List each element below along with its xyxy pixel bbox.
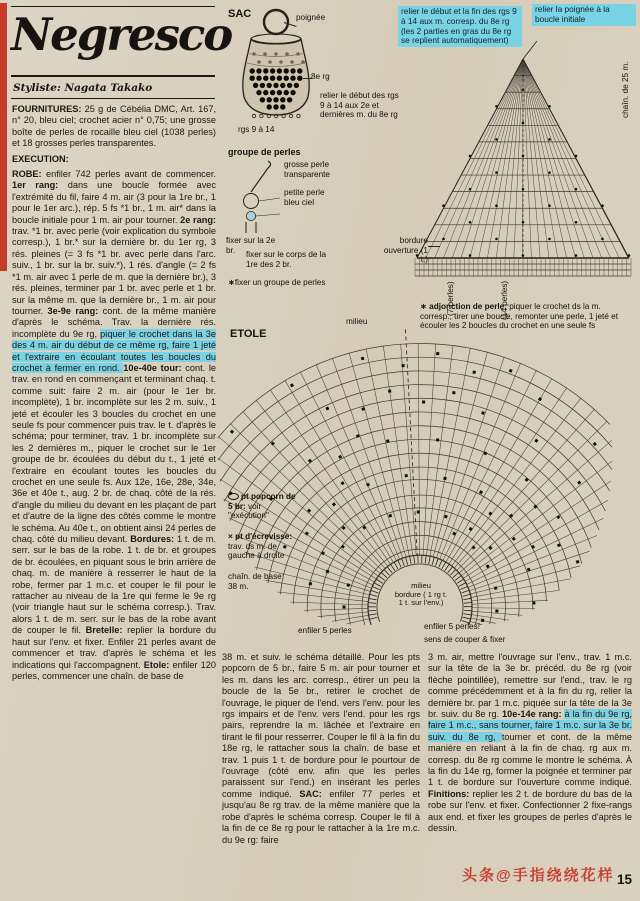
beads-legend-title: groupe de perles bbox=[228, 147, 301, 157]
page-number: 15 bbox=[617, 872, 633, 887]
chain-base-label: chaîn. de base: 38 m. bbox=[228, 572, 284, 591]
ecrevisse-legend: × pt d'écrevisse: trav. ds m. de gauche à droite bbox=[228, 532, 293, 561]
poignee-label: poignée bbox=[296, 13, 326, 22]
perles-14-label: (14 perles) bbox=[500, 280, 509, 320]
etole-title: ETOLE bbox=[230, 328, 267, 340]
page-title: Negresco bbox=[11, 8, 232, 61]
handle-note: relier la poignée à la boucle initiale bbox=[532, 4, 636, 26]
fold-note: relier le début et la fin des rgs 9 à 14 aux m. corresp. du 8e rg (les 2 parties en gras du 8e rg se replient automatiquement) bbox=[398, 6, 522, 47]
fixer-2e-label: fixer sur la 2e br. bbox=[226, 236, 276, 255]
continuation-column-right: 3 m. air, mettre l'ouvrage sur l'env., trav. 1 m.c. sur la tête de la 3e br. précéd. du 8e rg (voir flèche pointillée), remettre sur l'end., trav. le rg comme précédemment et à la fin du rg, relier la dernière br. par 1 m.c. piquée sur la tête de la 3e br. suiv. du 8e rg. 10e-14e rang: à la fin du 9e rg, faire 1 m.c., sans tourner, faire 1 m.c. sur la 3e br. suiv. du 8e rg, tourner et cont. de la même manière en reliant à la fin de chaq. rg aux m. corresp. du 8e rg comme le montre le schéma. À la fin du 14e rg, former la poignée et terminer par 1 t. de bordure sur l'ouverture comme indiqué. Finitions: replier les 2 t. de bordure du bas de la robe sur l'env. et fixer. Confectionner 2 fixe-rangs aux end. et fixer les groupes de perles d'après le dessin. bbox=[428, 652, 632, 834]
fixer-groupe-note: ∗fixer un groupe de perles bbox=[228, 278, 326, 287]
rg8-label: 8e rg bbox=[311, 72, 330, 81]
connector-line bbox=[428, 246, 440, 247]
bordure-ouverture-label: bordure ouverture (1 t.) bbox=[383, 236, 428, 265]
relier-debut-label: relier le début des rgs 9 à 14 aux 2e et dernières m. du 8e rg bbox=[320, 91, 399, 120]
sac-diagram-title: SAC bbox=[228, 8, 252, 20]
stylist-byline: Styliste: Nagata Takako bbox=[13, 82, 153, 94]
ecrevisse-icon: × bbox=[228, 532, 233, 541]
red-accent-bar bbox=[0, 3, 7, 271]
bag-illustration bbox=[232, 7, 320, 121]
triangle-chart bbox=[413, 53, 633, 303]
perles-7-label: (7 perles) bbox=[446, 281, 455, 316]
milieu-top-label: milieu bbox=[346, 317, 368, 326]
popcorn-legend: pt popcorn de 5 br: voir "exécution" bbox=[228, 492, 296, 521]
grosse-perle-label: grosse perle transparente bbox=[284, 160, 330, 179]
star-icon: ∗ bbox=[228, 278, 235, 287]
adjonction-note: ∗ adjonction de perle: piquer le crochet ds la m. corresp., tirer une boucle, remonter une perle, 1 jeté et écouler les 2 boucles du crochet en une seule fs bbox=[420, 302, 618, 331]
robe-instructions-column: FOURNITURES: 25 g de Cébélia DMC, Art. 167, n° 20, bleu ciel; crochet acier n° 0,75; une grosse boîte de perles de rocaille bleu ciel (1038 perles) et 18 grosses perles transparentes. EXECUTION: ROBE: enfiler 742 perles avant de commencer. 1er rang: dans une boucle formée avec l'extrémité du fil, faire 4 m. air (3 pour la 1re br., 1 pour le 1er arc.), rép. 5 fs *1 br., 1 m. air* dans la boucle initiale pour 1 m. air pour tourner. 2e rang: trav. *1 br. avec perle (voir explication du symbole corresp.), 1 br.* sur la dernière br. du 1er rg, 3 rés. pleines (= 3 fs *1 br. avec perle dans l'arc. suiv., 1 br. sur la br. suiv.*), 1 rés. d'angle (= 2 fs *1 m. air avec 1 perle de m. que la dernière br.), 3 rés. pleines, terminer par 1 br. avec perle et 1 br. sur la même m. que la dernière br., 1 m. air pour tourner. 3e-9e rang: cont. de la même manière d'après le schéma. Trav. la dernière rés. incomplète du 9e rg, piquer le crochet dans la 3e des 4 m. air du début de ce même rg, faire 1 jeté et l'extraire en écoulant toutes les boucles du crochet à fermer en rond. 10e-40e tour: cont. le trav. en rond en commençant et terminant chaq. t. comme suit: faire 2 m. air (pour le 1er br. incomplète), 1 br. incomplète sur les 2 m. suiv., 1 jeté et écouler les 3 boucles du crochet en une seule fs pour commencer puis trav. le t. d'après le schéma; pour terminer, trav. 1 br. incomplète sur les 2 dernières m., piquer le crochet sur le 1er groupe de br. écoulées du début du t., 1 jeté et l'extraire en écoulant toutes les boucles du crochet en une seule fs. Aux 12e, 16e, 28e, 34e, 36e et 40e t., aug. 2 br. de chaq. côté de la rés. d'angle du milieu du devant en les plaçant de part et d'autre de la ligne des côtés comme le montre le schéma. Au 40e t., on obtient ainsi 24 perles de chaq. côté du milieu devant. Bordures: 1 t. de m. serr. sur le bas de la robe. 1 t. de br. et groupes de br. écoulées, en piquant sous le brin arrière de chaq. m. de manière à resserrer le haut de la robe, fermer par 1 m.c. et couper le fil pour le rattacher au niveau de la 1re qui ferme le 9e rg (voir triangle haut sur le schéma corresp.). Trav. alors 1 t. de m. serr. sur le bas de la robe avant de couper le fil. Bretelle: replier la bordure du haut sur l'env. et fixer. Enfiler 21 perles avant de commencer et trav. d'après le schéma et les indications qui l'accompagnent. Etole: enfiler 120 perles, commencer une chaîn. de base de bbox=[12, 104, 217, 681]
star-icon: ∗ bbox=[420, 302, 430, 311]
petite-perle-label: petite perle bleu ciel bbox=[284, 188, 325, 207]
title-rule-bottom bbox=[11, 75, 215, 77]
title-rule-top bbox=[11, 6, 215, 7]
stylist-rule bbox=[11, 98, 215, 99]
enfiler-right-label: enfiler 5 perles! bbox=[424, 622, 480, 631]
popcorn-icon bbox=[228, 493, 239, 500]
watermark: 头条@手指绕绕花样 bbox=[462, 867, 615, 884]
fan-center-label: milieu bordure ( 1 rg t. 1 t. sur l'env.) bbox=[394, 581, 448, 608]
sens-label: sens de couper & fixer bbox=[424, 635, 506, 644]
enfiler-left-label: enfiler 5 perles bbox=[298, 626, 352, 635]
fixer-corps-label: fixer sur le corps de la 1re des 2 br. bbox=[246, 250, 327, 269]
rgs-9-14-label: rgs 9 à 14 bbox=[238, 125, 275, 134]
beads-illustration bbox=[236, 158, 282, 234]
continuation-column-middle: 38 m. et suiv. le schéma détaillé. Pour les pts popcorn de 5 br., faire 5 m. air pour tourner et les m. dans les arc. corresp., étirer un peu la boucle de la 5e br., retirer le crochet de l'ouvrage, le piquer de l'end. vers l'env. pour les rgs impairs et de l'env. vers l'end. pour les rgs pairs, reprendre la m. lâchée et l'extraire en tirant le fil pour resserrer. Couper le fil à la fin du 18e rg, le rattacher sous la chaîn. de base et trav. 1 puis 1 t. de bordure pour le pourtour de l'ouvrage (côté env. afin que les perles paraissent sur l'end.) en insérant les perles comme indiqué. SAC: enfiler 77 perles et jusqu'au 8e rg trav. de la même manière que la robe d'après le schéma corresp. Couper le fil à la fin de ce 8e rg pour le rattacher à la 1re m.c. du 9e rg: faire bbox=[222, 652, 420, 845]
chain-25-label: chaîn. de 25 m. bbox=[621, 61, 630, 118]
